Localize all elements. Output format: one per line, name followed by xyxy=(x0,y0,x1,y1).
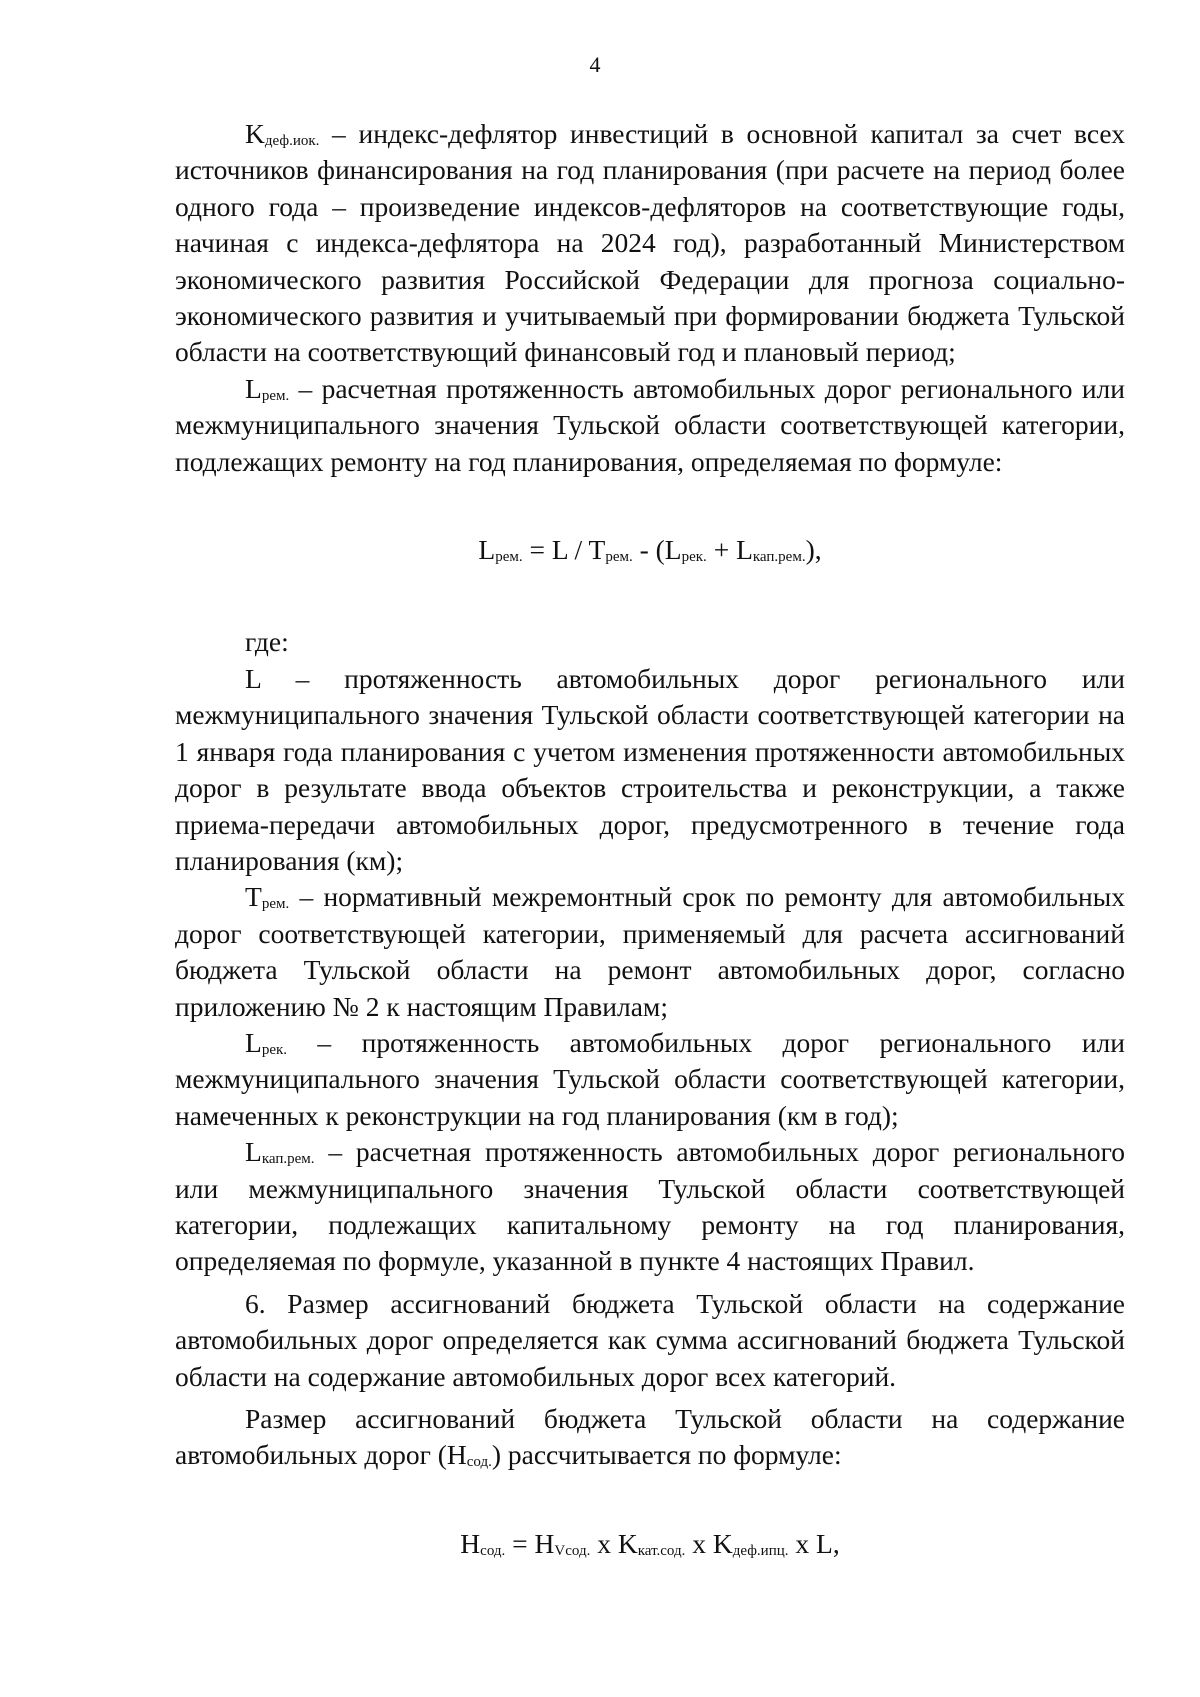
kdef-iok-subscript: деф.иок. xyxy=(264,133,320,149)
formula2-part2: x K xyxy=(590,1527,638,1559)
l-rem-subscript: рем. xyxy=(261,387,290,404)
formula2-part3: x K xyxy=(685,1527,733,1559)
hsod-intro-before: Размер ассигнований бюджета Тульской области на содержание автомобильных дорог (H xyxy=(175,1403,1125,1471)
formula-l-rem xyxy=(175,532,1125,568)
hsod-intro-subscript: сод. xyxy=(466,1454,492,1471)
hsod-intro-after: ) рассчитывается по формуле: xyxy=(491,1439,842,1471)
formula-h-sod xyxy=(175,1526,1125,1562)
formula2-part1-sub: Vсод. xyxy=(554,1542,591,1559)
formula2-part1: = H xyxy=(505,1527,555,1559)
l-kap-rem-subscript: кап.рем. xyxy=(261,1151,315,1168)
l-kap-rem-text: – расчетная протяженность автомобильных дорог регионального или межмуниципального значения Тульской области соответствующей категории, подлежащих капитальному ремонту на год планирования, определяемая по формуле, указанной в пункте 4 настоящих Правил. xyxy=(175,1136,1125,1277)
l-rek-subscript: рек. xyxy=(261,1041,288,1058)
formula1-lhs: L xyxy=(478,534,496,566)
formula2-part2-sub: кат.сод. xyxy=(637,1542,686,1559)
formula2-lhs: H xyxy=(460,1527,481,1559)
kdef-iok-text: – индекс-дефлятор инвестиций в основной капитал за счет всех источников финансирования на год планирования (при расчете на период более одного года – произведение индексов-дефляторов на соответствующие годы, начиная с индекса-дефлятора на 2024 год), разработанный Министерством экономического развития Российской Федерации для прогноза социально-экономического развития и учитываемый при формировании бюджета Тульской области на соответствующий финансовый год и плановый период; xyxy=(175,118,1125,368)
formula1-lhs-sub: рем. xyxy=(495,549,523,566)
formula1-part1-sub: рем. xyxy=(605,549,633,566)
page-number: 4 xyxy=(589,52,601,77)
document-body xyxy=(175,116,1125,1562)
formula1-part3: + L xyxy=(706,534,753,566)
paragraph-item-6: 6. Размер ассигнований бюджета Тульской области на содержание автомобильных дорог определяется как сумма ассигнований бюджета Тульской области на содержание автомобильных дорог всех категорий. xyxy=(175,1287,1125,1392)
formula1-part2-sub: рек. xyxy=(681,549,707,566)
formula2-part4: x L, xyxy=(788,1527,840,1559)
t-rem-symbol: T xyxy=(245,881,262,913)
l-rem-symbol: L xyxy=(245,372,262,404)
paragraph-l-def: L – протяженность автомобильных дорог регионального или межмуниципального значения Тульской области соответствующей категории на 1 января года планирования с учетом изменения протяженности автомобильных дорог в результате ввода объектов строительства и реконструкции, а также приема-передачи автомобильных дорог, предусмотренного в течение года планирования (км); xyxy=(175,662,1125,876)
l-rek-text: – протяженность автомобильных дорог регионального или межмуниципального значения Тульской области соответствующей категории, намеченных к реконструкции на год планирования (км в год); xyxy=(175,1026,1125,1131)
formula2-lhs-sub: сод. xyxy=(480,1542,506,1559)
formula1-part2: - (L xyxy=(632,534,682,566)
t-rem-subscript: рем. xyxy=(261,896,290,913)
paragraph-hsod-intro xyxy=(175,1401,1125,1474)
where-label: где: xyxy=(245,626,289,658)
paragraph-l-kap-rem xyxy=(175,1134,1125,1280)
t-rem-text: – нормативный межремонтный срок по ремонту для автомобильных дорог соответствующей категории, применяемый для расчета ассигнований бюджета Тульской области на ремонт автомобильных дорог, согласно приложению № 2 к настоящим Правилам; xyxy=(175,881,1125,1022)
formula1-part4: ), xyxy=(805,534,822,566)
paragraph-t-rem xyxy=(175,879,1125,1025)
l-rem-text: – расчетная протяженность автомобильных дорог регионального или межмуниципального значения Тульской области соответствующей категории, подлежащих ремонту на год планирования, определяемая по формуле: xyxy=(175,372,1125,477)
paragraph-l-rek xyxy=(175,1025,1125,1134)
formula2-part3-sub: деф.ипц. xyxy=(732,1542,789,1559)
formula1-part1: = L / T xyxy=(522,534,606,566)
formula1-part3-sub: кап.рем. xyxy=(752,549,806,566)
paragraph-l-rem xyxy=(175,371,1125,480)
paragraph-kdef-iok xyxy=(175,116,1125,371)
kdef-iok-symbol: K xyxy=(245,118,265,149)
l-rek-symbol: L xyxy=(245,1026,262,1058)
l-kap-rem-symbol: L xyxy=(245,1136,262,1168)
